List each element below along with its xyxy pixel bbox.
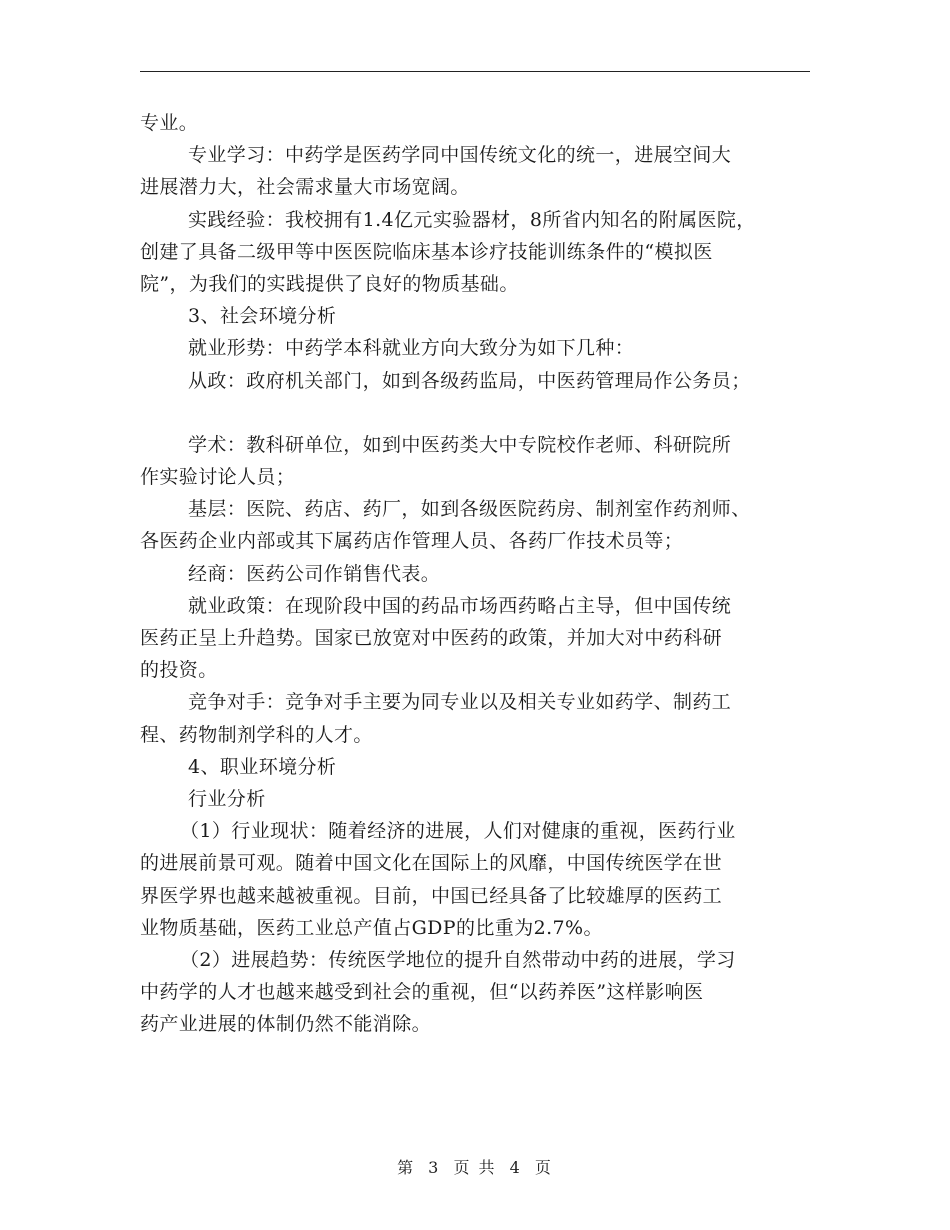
text-line: 学术：教科研单位，如到中医药类大中专院校作老师、科研院所 — [188, 433, 732, 456]
text-line: 进展潜力大，社会需求量大市场宽阔。 — [140, 176, 470, 199]
text-line: 就业形势：中药学本科就业方向大致分为如下几种： — [188, 337, 635, 360]
footer-total-pages: 4 — [509, 1158, 522, 1177]
text-line: 程、药物制剂学科的人才。 — [140, 723, 373, 746]
header-rule — [140, 71, 810, 72]
text-line: 专业学习：中药学是医药学同中国传统文化的统一，进展空间大 — [188, 144, 732, 167]
text-line: 基层：医院、药店、药厂，如到各级医院药房、制剂室作药剂师、 — [188, 498, 751, 521]
text-line: 经商：医药公司作销售代表。 — [188, 562, 441, 585]
text-line: 实践经验：我校拥有1.4亿元实验器材，8所省内知名的附属医院， — [188, 208, 756, 231]
text-line: 药产业进展的体制仍然不能消除。 — [140, 1013, 432, 1036]
text-line: 院”，为我们的实践提供了良好的物质基础。 — [140, 272, 519, 295]
text-line: 的投资。 — [140, 659, 218, 682]
text-line: 界医学界也越来越被重视。目前，中国已经具备了比较雄厚的医药工 — [140, 884, 723, 907]
text-line: 医药正呈上升趋势。国家已放宽对中医药的政策，并加大对中药科研 — [140, 627, 723, 649]
text-line: 作实验讨论人员； — [140, 466, 296, 489]
footer-suffix: 页 — [534, 1158, 553, 1177]
blank-line — [140, 397, 820, 429]
text-line: 从政：政府机关部门，如到各级药监局，中医药管理局作公务员； — [188, 369, 751, 392]
text-line: （2）进展趋势：传统医学地位的提升自然带动中药的进展，学习 — [180, 948, 736, 971]
footer-prefix: 第 — [397, 1158, 416, 1177]
text-line: 的进展前景可观。随着中国文化在国际上的风靡，中国传统医学在世 — [140, 852, 723, 875]
text-line: 中药学的人才也越来越受到社会的重视，但“以药养医”这样影响医 — [140, 981, 704, 1004]
text-line: 业物质基础，医药工业总产值占GDP的比重为2.7%。 — [140, 916, 603, 939]
footer-current-page: 3 — [428, 1158, 441, 1177]
text-line: 3、社会环境分析 — [188, 305, 337, 328]
text-line: 各医药企业内部或其下属药店作管理人员、各药厂作技术员等； — [140, 530, 684, 553]
page-footer — [0, 1155, 950, 1178]
text-line: 4、职业环境分析 — [188, 755, 337, 778]
text-line: 就业政策：在现阶段中国的药品市场西药略占主导，但中国传统 — [188, 594, 732, 617]
text-line: 专业。 — [140, 112, 199, 134]
text-line: 竞争对手：竞争对手主要为同专业以及相关专业如药学、制药工 — [188, 691, 732, 714]
footer-middle: 页 共 — [453, 1158, 497, 1177]
text-line: （1）行业现状：随着经济的进展，人们对健康的重视，医药行业 — [180, 820, 736, 843]
text-line: 行业分析 — [188, 787, 266, 810]
text-line: 创建了具备二级甲等中医医院临床基本诊疗技能训练条件的“模拟医 — [140, 240, 713, 263]
document-body — [140, 107, 820, 1040]
